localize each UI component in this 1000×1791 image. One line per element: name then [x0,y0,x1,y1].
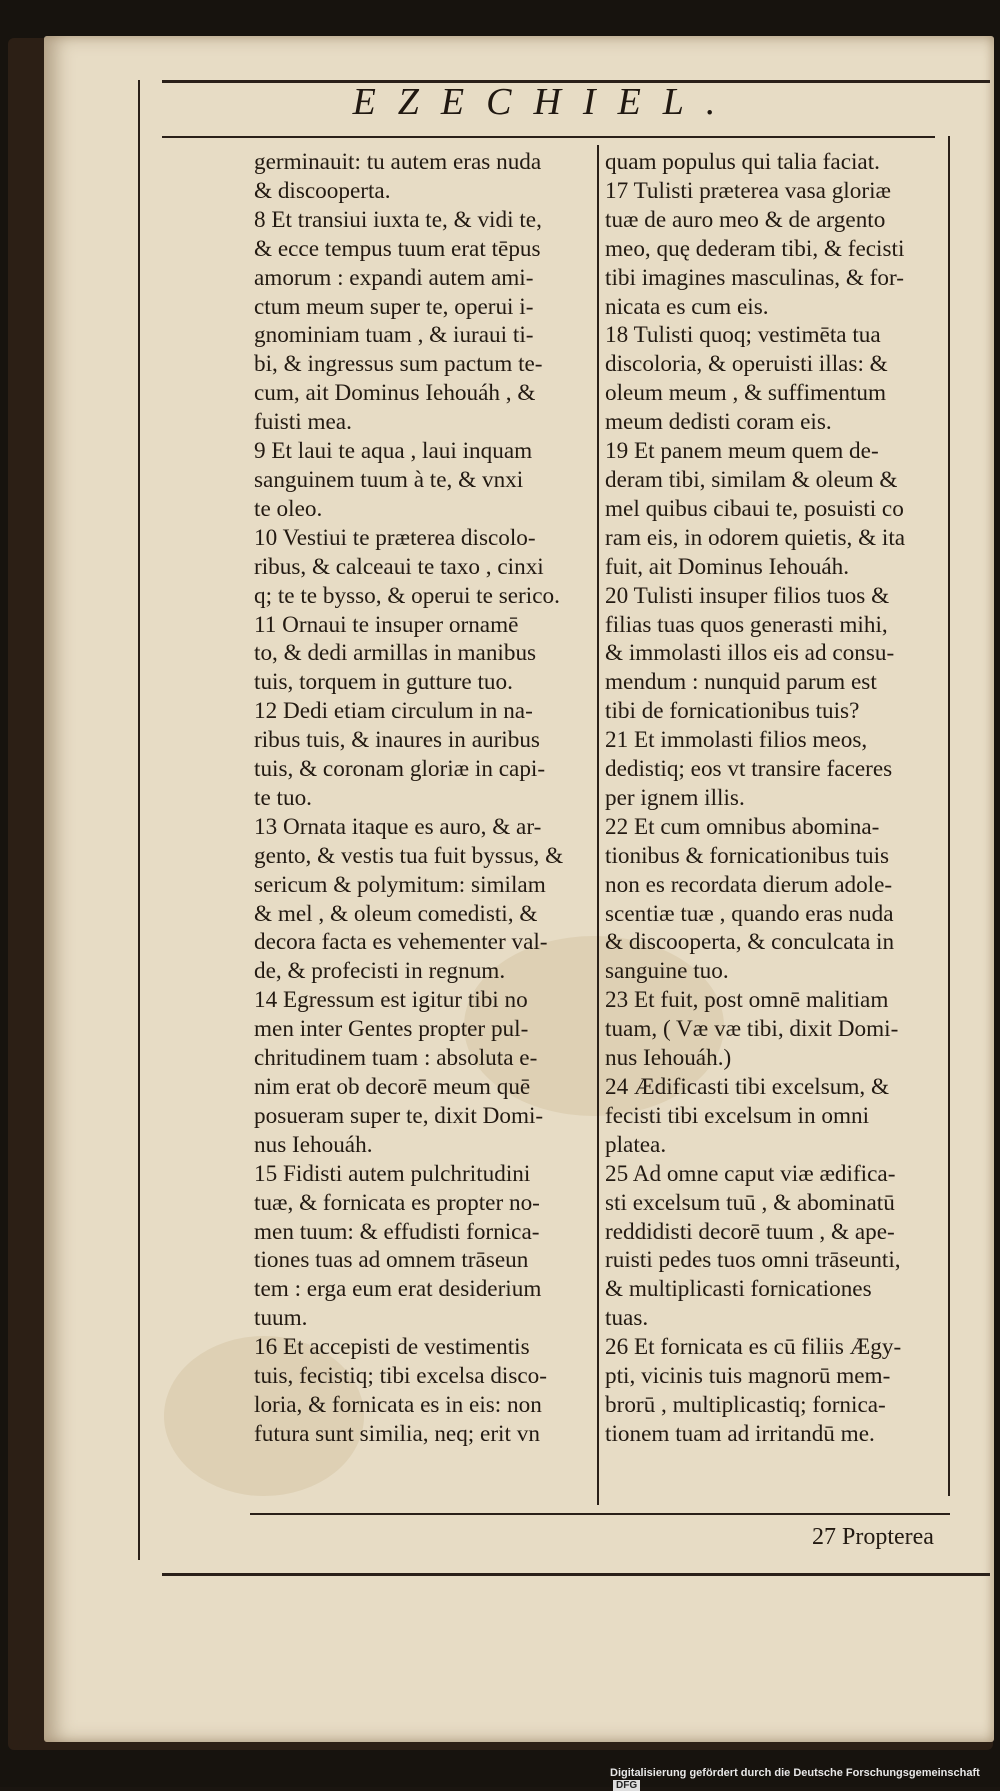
text-line: meo, quę dederam tibi, & fecisti [605,235,905,262]
text-line: & discooperta, & conculcata in [605,929,895,956]
text-line: loria, & fornicata es in eis: non [254,1391,542,1418]
text-line: per ignem illis. [605,784,745,811]
left-frame-rule [138,80,140,1560]
text-line: nus Iehouáh.) [605,1045,732,1072]
text-line: tionibus & fornicationibus tuis [605,842,890,869]
text-column-right [605,148,953,1449]
text-line: 9 Et laui te aqua , laui inquam [254,438,533,465]
text-line: futura sunt similia, neq; erit vn [254,1420,540,1447]
bottom-frame-rule [162,1573,990,1576]
digitization-credit [610,1767,1000,1791]
text-line: discoloria, & operuisti illas: & [605,351,888,378]
text-line: ctum meum super te, operui i- [254,293,534,320]
text-line: amorum : expandi autem ami- [254,264,534,291]
text-line: tuis, fecistiq; tibi excelsa disco- [254,1363,547,1390]
text-line: tionem tuam ad irritandū me. [605,1420,875,1447]
text-line: 17 Tulisti præterea vasa gloriæ [605,177,891,204]
text-line: 8 Et transiui iuxta te, & vidi te, [254,206,542,233]
text-line: gnominiam tuam , & iuraui ti- [254,322,534,349]
text-line: brorū , multiplicastiq; fornica- [605,1391,886,1418]
text-line: sericum & polymitum: similam [254,871,546,898]
text-line: 12 Dedi etiam circulum in na- [254,698,533,725]
text-line: filias tuas quos generasti mihi, [605,611,888,638]
text-line: q; te te bysso, & operui te serico. [254,582,560,609]
running-head: EZECHIEL. [352,81,738,123]
text-line: te tuo. [254,784,312,811]
text-line: 18 Tulisti quoq; vestimēta tua [605,322,881,349]
dfg-logo: DFG [613,1780,640,1791]
text-line: cum, ait Dominus Iehouáh , & [254,380,536,407]
text-line: 11 Ornaui te insuper ornamē [254,611,519,638]
column-divider [597,145,599,1505]
text-line: quam populus qui talia faciat. [605,149,880,175]
text-line: 15 Fidisti autem pulchritudini [254,1160,531,1187]
text-line: tuis, & coronam gloriæ in capi- [254,756,546,783]
text-line: mel quibus cibaui te, posuisti co [605,495,904,522]
text-line: sanguine tuo. [605,958,729,985]
text-line: 26 Et fornicata es cū filiis Ægy- [605,1334,902,1361]
text-line: reddidisti decorē tuum , & ape- [605,1218,895,1245]
text-line: tibi de fornicationibus tuis? [605,698,860,725]
text-line: te oleo. [254,495,323,522]
text-line: gento, & vestis tua fuit byssus, & [254,842,564,869]
text-line: tibi imagines masculinas, & for- [605,264,904,291]
text-line: 23 Et fuit, post omnē malitiam [605,987,889,1014]
text-line: & discooperta. [254,177,391,204]
text-line: men tuum: & effudisti fornica- [254,1218,540,1245]
text-line: 20 Tulisti insuper filios tuos & [605,582,890,609]
text-line: 16 Et accepisti de vestimentis [254,1334,530,1361]
text-line: men inter Gentes propter pul- [254,1016,529,1043]
text-line: 14 Egressum est igitur tibi no [254,987,528,1014]
text-line: non es recordata dierum adole- [605,871,893,898]
text-line: fecisti tibi excelsum in omni [605,1102,870,1129]
text-line: tuæ, & fornicata es propter no- [254,1189,540,1216]
text-line: ram eis, in odorem quietis, & ita [605,524,906,551]
text-line: ribus tuis, & inaures in auribus [254,727,540,754]
text-line: decora facta es vehementer val- [254,929,548,956]
text-line: ribus, & calceaui te taxo , cinxi [254,553,544,580]
text-line: meum dedisti coram eis. [605,409,832,436]
text-line: oleum meum , & suffimentum [605,380,887,407]
text-line: deram tibi, similam & oleum & [605,466,898,493]
text-line: tuas. [605,1305,649,1332]
text-line: tuam, ( Væ væ tibi, dixit Domi- [605,1016,899,1043]
text-line: nus Iehouáh. [254,1131,373,1158]
text-line: bi, & ingressus sum pactum te- [254,351,543,378]
text-line: tiones tuas ad omnem trāseun [254,1247,529,1274]
text-line: tuis, torquem in gutture tuo. [254,669,513,696]
bottom-text-rule [250,1513,950,1515]
text-line: dedistiq; eos vt transire faceres [605,756,893,783]
text-line: 25 Ad omne caput viæ ædifica- [605,1160,896,1187]
text-line: & ecce tempus tuum erat tēpus [254,235,541,262]
text-line: platea. [605,1131,667,1158]
text-line: tem : erga eum erat desiderium [254,1276,542,1303]
text-line: nim erat ob decorē meum quē [254,1074,531,1100]
text-line: posueram super te, dixit Domi- [254,1102,544,1129]
text-line: nicata es cum eis. [605,293,769,320]
text-line: & mel , & oleum comedisti, & [254,900,538,927]
text-line: & immolasti illos eis ad consu- [605,640,895,667]
catchword: 27 Propterea [812,1524,934,1550]
text-line: germinauit: tu autem eras nuda [254,149,542,175]
text-line: to, & dedi armillas in manibus [254,640,537,667]
text-line: 19 Et panem meum quem de- [605,438,879,465]
text-line: 21 Et immolasti filios meos, [605,727,868,754]
text-line: & multiplicasti fornicationes [605,1276,872,1303]
text-line: sti excelsum tuū , & abominatū [605,1189,895,1216]
text-line: 22 Et cum omnibus abomina- [605,813,880,840]
text-line: pti, vicinis tuis magnorū mem- [605,1363,891,1390]
text-line: 13 Ornata itaque es auro, & ar- [254,813,542,840]
text-line: scentiæ tuæ , quando eras nuda [605,900,894,927]
credit-text: Digitalisierung gefördert durch die Deutsche Forschungsgemeinschaft [610,1767,980,1779]
text-line: 10 Vestiui te præterea discolo- [254,524,536,551]
head-rule [162,136,935,138]
text-line: de, & profecisti in regnum. [254,958,506,985]
text-column-left [254,148,592,1449]
text-line: tuæ de auro meo & de argento [605,206,886,233]
text-line: fuisti mea. [254,409,352,436]
text-line: tuum. [254,1305,308,1332]
text-line: mendum : nunquid parum est [605,669,877,696]
text-line: ruisti pedes tuos omni trāseunti, [605,1247,901,1274]
text-line: fuit, ait Dominus Iehouáh. [605,553,850,580]
text-line: chritudinem tuam : absoluta e- [254,1045,538,1072]
text-line: sanguinem tuum à te, & vnxi [254,466,524,493]
text-line: 24 Ædificasti tibi excelsum, & [605,1074,890,1100]
